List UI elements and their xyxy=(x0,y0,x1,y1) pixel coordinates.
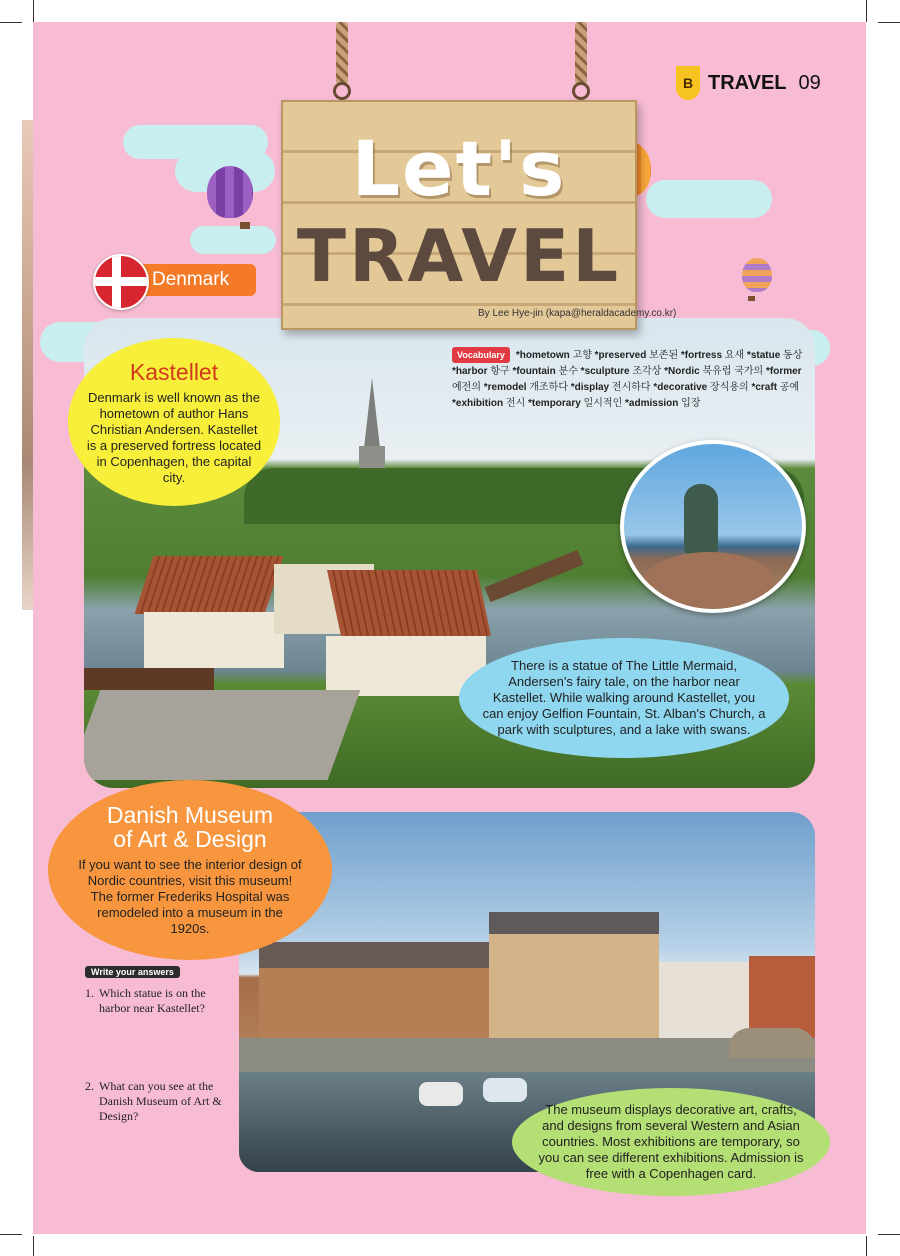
vocab-item xyxy=(512,366,580,377)
vocab-item xyxy=(581,366,664,377)
vocab-word: *remodel xyxy=(483,382,527,393)
vocab-meaning: 북유럽 국가의 xyxy=(699,366,766,377)
denmark-flag-icon xyxy=(93,254,149,310)
kastellet-title: Kastellet xyxy=(129,358,219,385)
balloon-basket-icon xyxy=(240,222,250,229)
vocab-word: *admission xyxy=(625,398,679,409)
crop-mark xyxy=(866,1236,867,1256)
vocab-item xyxy=(681,350,747,361)
title-lets: Let's xyxy=(351,124,567,213)
vocab-item xyxy=(664,366,766,377)
hot-air-balloon-icon xyxy=(742,258,772,292)
vocab-item xyxy=(452,366,512,377)
corner-roof xyxy=(489,912,659,934)
vocab-item xyxy=(452,398,528,409)
museum-bubble xyxy=(48,780,332,960)
sign-rope xyxy=(336,22,348,84)
kastellet-bubble xyxy=(68,338,280,506)
museum-title-line1: Danish Museum xyxy=(106,802,274,828)
vocab-meaning: 장식용의 xyxy=(707,382,752,393)
vocab-word: *craft xyxy=(751,382,778,393)
vocab-word: *temporary xyxy=(528,398,581,409)
vocabulary-label: Vocabulary xyxy=(452,347,510,363)
section-label: TRAVEL xyxy=(708,71,787,94)
crop-mark xyxy=(866,0,867,22)
vocab-word: *decorative xyxy=(653,382,708,393)
vocabulary-box xyxy=(452,347,812,412)
museum-text: If you want to see the interior design of Nordic countries, visit this museum! The former Frederiks Hospital was remodeled into a museum in the 1920s. xyxy=(78,857,302,936)
statue-rock xyxy=(644,552,774,612)
stone-bridge xyxy=(729,1028,815,1058)
sign-ring xyxy=(333,82,351,100)
row-house xyxy=(659,962,749,1038)
crop-mark xyxy=(0,1234,22,1235)
vocab-item xyxy=(595,350,681,361)
gatehouse-roof xyxy=(135,556,284,614)
vocab-item xyxy=(625,398,700,409)
gatehouse-wall xyxy=(144,612,284,668)
hanging-title-sign xyxy=(281,100,637,330)
vocab-meaning: 입장 xyxy=(678,398,701,409)
question-number: 1. xyxy=(85,986,94,1000)
vocab-item xyxy=(516,350,595,361)
museum-title-line2: of Art & Design xyxy=(113,826,267,852)
vocab-word: *sculpture xyxy=(580,366,630,377)
page-number: 09 xyxy=(798,71,821,94)
answers-section xyxy=(85,962,180,980)
vocab-meaning: 개조하다 xyxy=(526,382,571,393)
question-text: harbor near Kastellet? xyxy=(99,1001,205,1015)
vocab-word: *hometown xyxy=(515,350,570,361)
level-badge-icon: B xyxy=(676,66,700,100)
author-byline: By Lee Hye-jin (kapa@heraldacademy.co.kr) xyxy=(478,308,677,319)
boat xyxy=(419,1082,463,1106)
crop-mark xyxy=(878,22,900,23)
fence xyxy=(84,668,214,690)
kastellet-text: Denmark is well known as the hometown of author Hans Christian Andersen. Kastellet is a preserved fortress located in Copenhagen, the capital city. xyxy=(86,389,262,485)
vocab-meaning: 전시 xyxy=(503,398,529,409)
vocab-word: *fortress xyxy=(680,350,723,361)
vocab-meaning: 전시하다 xyxy=(609,382,654,393)
vocab-word: *statue xyxy=(746,350,781,361)
vocab-meaning: 보존된 xyxy=(646,350,681,361)
question-text: What can you see at the xyxy=(99,1079,214,1093)
mermaid-statue xyxy=(684,484,718,554)
title-travel: TRAVEL xyxy=(296,214,622,298)
section-header xyxy=(676,66,821,100)
vocab-word: *preserved xyxy=(594,350,647,361)
bridge xyxy=(485,550,584,602)
vocab-meaning: 공예 xyxy=(777,382,800,393)
sign-ring xyxy=(572,82,590,100)
crop-mark xyxy=(33,1236,34,1256)
crop-mark xyxy=(0,22,22,23)
sign-rope xyxy=(575,22,587,84)
corner-building xyxy=(489,924,659,1038)
cloud-decoration xyxy=(190,226,276,254)
museum-info-text: The museum displays decorative art, crafts, and designs from several Western and Asian countries. Most exhibitions are temporary, so you can see different exhibitions. Admission is free with a Copenhagen card. xyxy=(538,1102,804,1181)
vocab-word: *exhibition xyxy=(452,398,504,409)
row-house xyxy=(749,956,815,1038)
path xyxy=(84,690,360,780)
vocab-word: *display xyxy=(570,382,610,393)
vocab-word: *Nordic xyxy=(664,366,700,377)
question-text: Danish Museum of Art & xyxy=(99,1094,222,1108)
guardhouse-roof xyxy=(327,570,491,636)
vocab-meaning: 항구 xyxy=(487,366,513,377)
adjacent-page-edge xyxy=(22,120,33,610)
vocab-word: *fountain xyxy=(512,366,556,377)
vocab-meaning: 예전의 xyxy=(452,382,484,393)
hot-air-balloon-icon xyxy=(207,166,253,218)
question-1 xyxy=(85,986,225,1016)
vocab-meaning: 일시적인 xyxy=(580,398,626,409)
vocab-meaning: 분수 xyxy=(555,366,581,377)
cloud-decoration xyxy=(646,180,772,218)
balloon-basket-icon xyxy=(748,296,755,301)
little-mermaid-photo xyxy=(620,440,806,613)
country-tag: Denmark xyxy=(138,264,256,296)
vocab-item xyxy=(571,382,654,393)
museum-info-bubble xyxy=(512,1088,830,1196)
question-text: Design? xyxy=(99,1109,139,1123)
vocab-item xyxy=(528,398,625,409)
vocab-meaning: 동상 xyxy=(780,350,803,361)
vocab-word: *former xyxy=(765,366,802,377)
vocab-item xyxy=(653,382,751,393)
vocab-word: *harbor xyxy=(452,366,488,377)
vocab-meaning: 고향 xyxy=(569,350,595,361)
vocab-item xyxy=(751,382,799,393)
vocab-meaning: 요새 xyxy=(722,350,747,361)
vocab-meaning: 조각상 xyxy=(629,366,665,377)
vocab-item xyxy=(484,382,571,393)
mermaid-bubble xyxy=(459,638,789,758)
mermaid-text: There is a statue of The Little Mermaid, Andersen's fairy tale, on the harbor near Kastellet. While walking around Kastellet, you can enjoy Gelfion Fountain, St. Alban's Church, a park with sculptures, and a lake with swans. xyxy=(482,658,766,737)
crop-mark xyxy=(878,1234,900,1235)
question-text: Which statue is on the xyxy=(99,986,206,1000)
question-number: 2. xyxy=(85,1079,94,1093)
boat xyxy=(483,1078,527,1102)
answers-label: Write your answers xyxy=(85,966,180,978)
vocab-item xyxy=(747,350,802,361)
crop-mark xyxy=(33,0,34,22)
church-spire xyxy=(364,378,380,448)
question-2 xyxy=(85,1079,225,1124)
